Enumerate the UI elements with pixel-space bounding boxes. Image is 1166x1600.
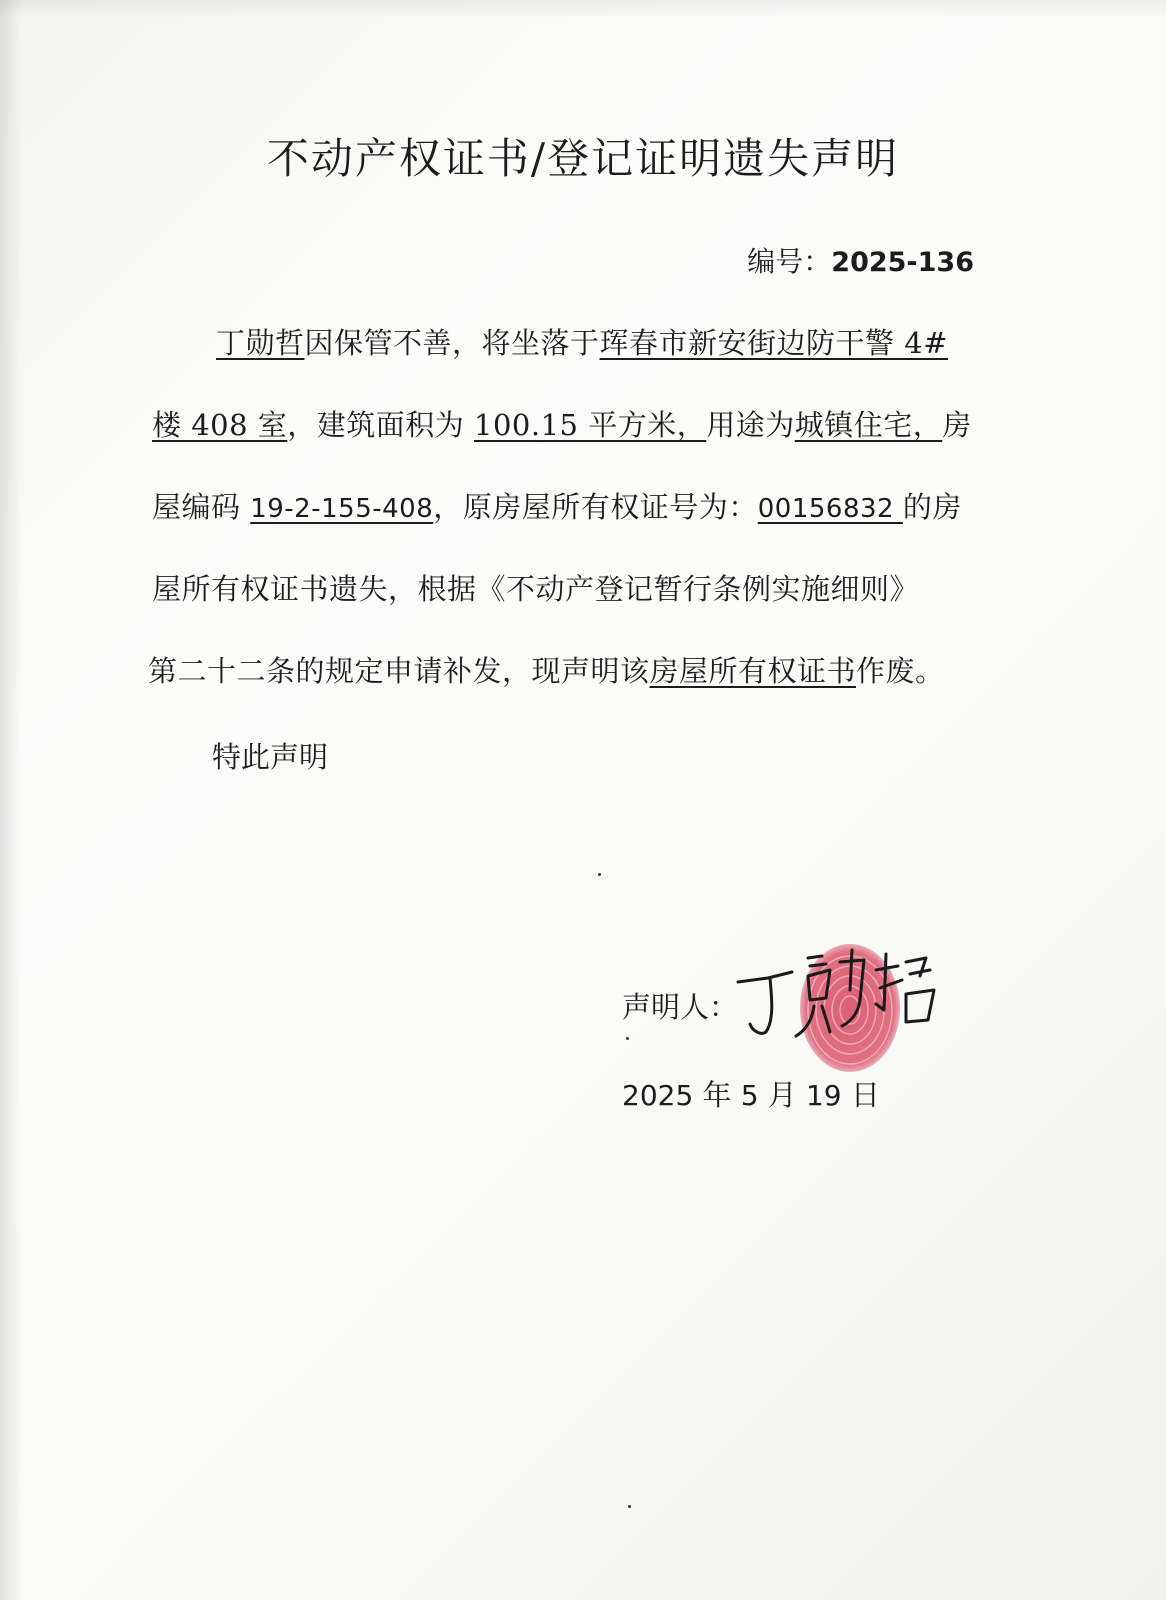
closing-statement: 特此声明 [212, 740, 329, 774]
paper-speck [628, 1505, 631, 1508]
body-text: 因保管不善，将坐落于 [304, 326, 600, 360]
body-text: 用途为 [706, 408, 795, 442]
document-number-label: 编号： [747, 245, 832, 278]
paper-speck [626, 1037, 629, 1040]
body-text: 作废。 [856, 654, 945, 688]
property-address-cont: 楼 408 室 [152, 408, 288, 442]
handwritten-signature [730, 940, 945, 1040]
document-number-value: 2025-136 [831, 247, 974, 278]
page-edge-shadow [0, 0, 22, 1600]
building-area: 100.15 平方米， [474, 408, 707, 442]
owner-name: 丁勋哲 [216, 326, 305, 360]
property-usage: 城镇住宅， [794, 408, 943, 442]
house-code: 19-2-155-408 [250, 494, 434, 524]
body-text: ，建筑面积为 [287, 408, 475, 442]
date-day-unit: 日 [841, 1078, 880, 1112]
body-text: 第二十二条的规定申请补发，现声明该 [148, 654, 650, 688]
body-text: ，原房屋所有权证号为： [433, 490, 758, 524]
body-line-2 [152, 403, 972, 444]
certificate-number: 00156832 [757, 494, 903, 524]
body-text: 屋编码 [152, 490, 251, 524]
body-text: 房 [942, 408, 972, 442]
date-month: 5 [740, 1079, 759, 1112]
body-line-4 [152, 567, 919, 608]
paper-speck [598, 873, 601, 876]
property-address: 珲春市新安街边防干警 4# [599, 326, 948, 360]
certificate-type: 房屋所有权证书 [649, 654, 857, 688]
date-month-unit: 月 [758, 1078, 806, 1112]
document-number [747, 240, 974, 280]
document-title: 不动产权证书/登记证明遗失声明 [266, 134, 900, 183]
body-text: 屋所有权证书遗失，根据《不动产登记暂行条例实施细则》 [152, 572, 920, 606]
body-line-3 [152, 485, 962, 526]
body-line-5 [148, 649, 945, 690]
declarant-label: 声明人： [622, 990, 739, 1024]
body-line-1 [216, 321, 948, 362]
declaration-date [622, 1073, 880, 1114]
body-text: 的房 [902, 490, 962, 524]
date-year-unit: 年 [693, 1078, 741, 1112]
page-top-shadow [0, 0, 1166, 18]
date-year: 2025 [622, 1079, 694, 1112]
date-day: 19 [805, 1079, 842, 1112]
